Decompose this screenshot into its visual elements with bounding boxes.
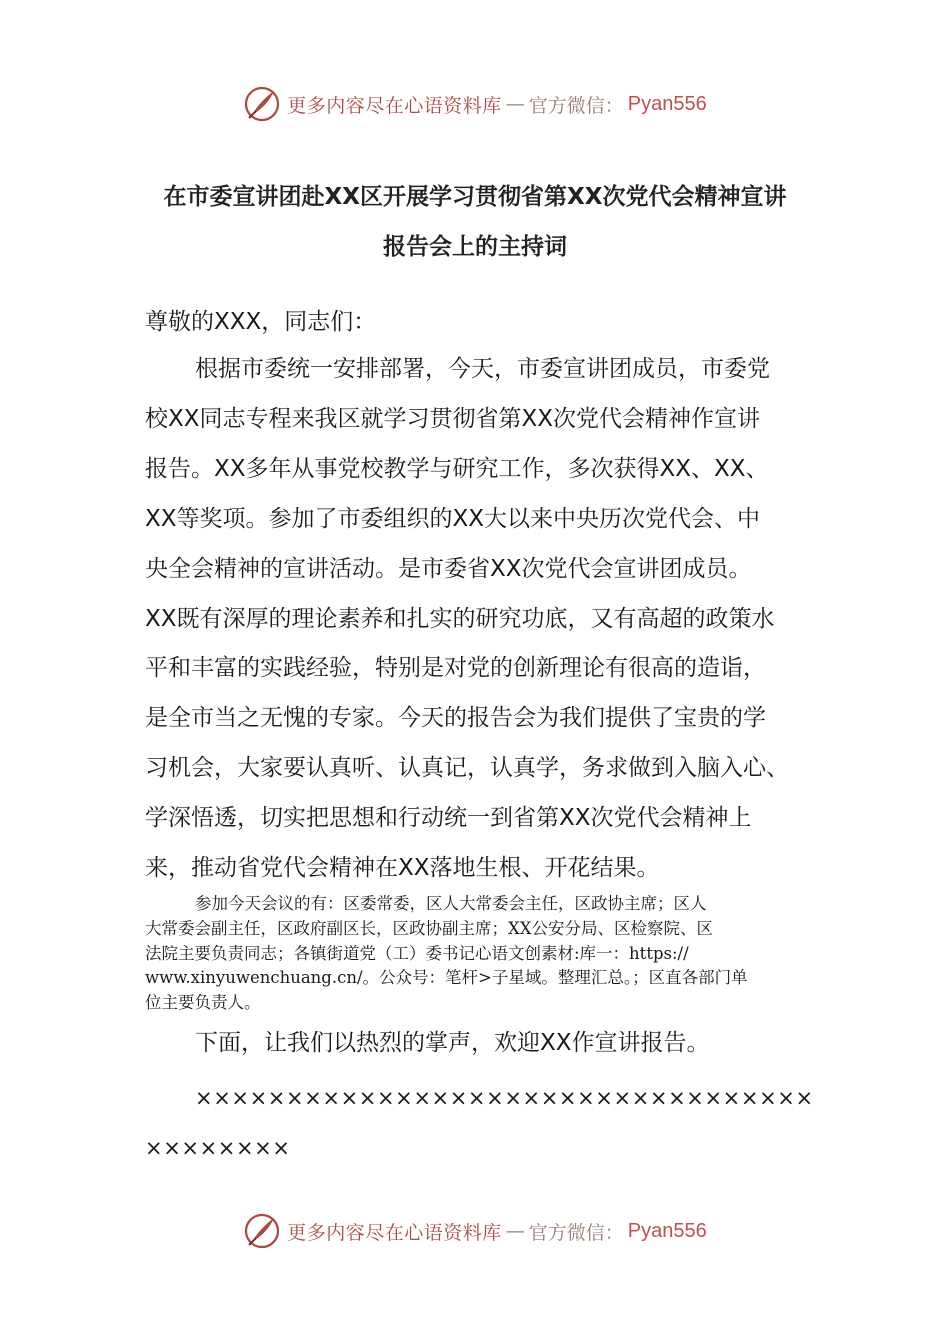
main-paragraph-line: 是全市当之无愧的专家。今天的报告会为我们提供了宝贵的学 (145, 705, 766, 732)
main-paragraph-line: XX等奖项。参加了市委组织的XX大以来中央历次党代会、中 (145, 505, 761, 532)
closing-sentence: 下面，让我们以热烈的掌声，欢迎XX作宣讲报告。 (195, 1030, 710, 1056)
document-title-line-2: 报告会上的主持词 (383, 234, 567, 260)
separator-crosses (145, 1073, 814, 1173)
watermark-brand-text: 更多内容尽在心语资料库 (287, 94, 502, 117)
main-paragraph-line: 根据市委统一安排部署，今天，市委宣讲团成员，市委党 (195, 356, 770, 382)
separator-line: ×××××××××××××××××××××××××××××××××× (195, 1086, 814, 1110)
quill-circle-logo-icon (243, 1212, 281, 1250)
main-paragraph-line: 习机会，大家要认真听、认真记，认真学，务求做到入脑入心、 (145, 755, 789, 782)
main-paragraph-line: 学深悟透，切实把思想和行动统一到省第XX次党代会精神上 (145, 805, 752, 832)
watermark-dash: — (505, 1220, 525, 1242)
header-watermark (0, 84, 950, 124)
separator-line: ×××××××× (145, 1136, 291, 1160)
watermark-contact-id: Pyan556 (627, 1219, 707, 1242)
main-paragraph-line: 校XX同志专程来我区就学习贯彻省第XX次党代会精神作宣讲 (145, 405, 761, 432)
attendees-line: 参加今天会议的有：区委常委，区人大常委会主任，区政协主席；区人 (195, 894, 707, 913)
main-paragraph-line: 报告。XX多年从事党校教学与研究工作，多次获得XX、XX、 (145, 455, 769, 482)
salutation: 尊敬的XXX，同志们： (145, 309, 377, 335)
attendees-line: 位主要负责人。 (145, 993, 261, 1013)
watermark-dash: — (505, 93, 525, 115)
attendees-paragraph (145, 892, 810, 1016)
footer-watermark (0, 1211, 950, 1251)
main-paragraph-line: XX既有深厚的理论素养和扎实的研究功底，又有高超的政策水 (145, 605, 775, 632)
watermark-contact-label: 官方微信： (528, 1221, 624, 1244)
main-paragraph (145, 345, 810, 894)
document-title-line-1: 在市委宣讲团赴XX区开展学习贯彻省第XX次党代会精神宣讲 (163, 184, 787, 210)
attendees-line: www.xinyuwenchuang.cn/。公众号：笔杆>子星域。整理汇总。；区直各部门单 (145, 968, 748, 988)
attendees-line: 大常委会副主任，区政府副区长，区政协副主席；XX公安分局、区检察院、区 (145, 918, 713, 938)
main-paragraph-line: 央全会精神的宣讲活动。是市委省XX次党代会宣讲团成员。 (145, 555, 752, 582)
watermark-contact-id: Pyan556 (627, 92, 707, 115)
quill-circle-logo-icon (243, 85, 281, 123)
watermark-brand-text: 更多内容尽在心语资料库 (287, 1221, 502, 1244)
watermark-contact-label: 官方微信： (528, 94, 624, 117)
attendees-line: 法院主要负责同志；各镇街道党（工）委书记心语文创素材:库一：https:// (145, 943, 689, 963)
main-paragraph-line: 来，推动省党代会精神在XX落地生根、开花结果。 (145, 855, 660, 882)
main-paragraph-line: 平和丰富的实践经验，特别是对党的创新理论有很高的造诣， (145, 655, 766, 682)
